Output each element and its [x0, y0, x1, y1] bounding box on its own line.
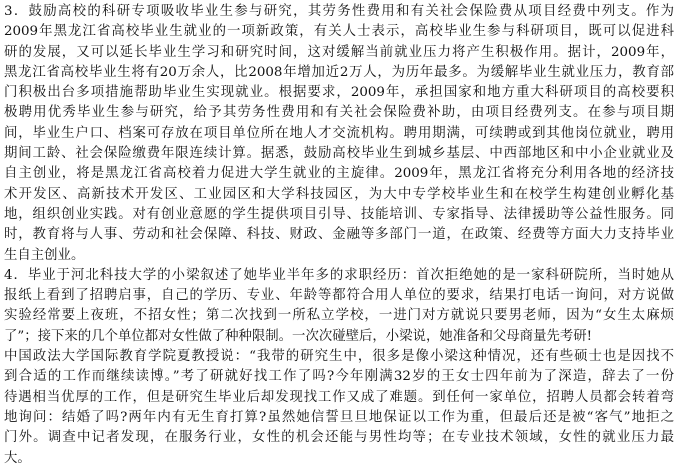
text-line: 极聘用优秀毕业生参与研究，给予其劳务性费用和有关社会保险费补助，由项目经费列支。在参与项目期 — [4, 105, 674, 121]
text-line: 间，毕业生户口、档案可存放在项目单位所在地人才交流机构。聘用期满，可续聘或到其他岗位就业，聘用 — [4, 125, 674, 141]
text-line: 研的发展，又可以延长毕业生学习和研究时间，这对缓解当前就业压力将产生积极作用。据计，2009年， — [4, 44, 674, 60]
text-line: 到合适的工作而继续读博。”考了研就好找工作了吗?今年刚满32岁的王女士四年前为了深造，辞去了一份 — [4, 369, 674, 385]
text-line: 报纸上看到了招聘启事，自己的学历、专业、年龄等都符合用人单位的要求，结果打电话一询问，对方说做 — [4, 288, 674, 304]
paragraph-item-4 — [4, 266, 674, 469]
text-line: 中国政法大学国际教育学院夏教授说：“我带的研究生中，很多是像小梁这种情况，还有些硕士也是因找不 — [4, 349, 674, 365]
text-line: 了”；接下来的几个单位都对女性做了种种限制。一次次碰壁后，小梁说，她准备和父母商量先考研! — [4, 328, 593, 344]
text-line: 2009年黑龙江省高校毕业生就业的一项新政策，有关人士表示，高校毕业生参与科研项目，既可以促进科 — [4, 24, 674, 40]
text-line: 时，教育将与人事、劳动和社会保障、科技、财政、金融等多部门一道，在政策、经费等方面大力支持毕业 — [4, 227, 674, 243]
text-line: 黑龙江省高校毕业生将有20万余人，比2008年增加近2万人，为历年最多。为缓解毕业生就业压力，教育部 — [4, 64, 674, 80]
text-line: 地，组织创业实践。对有创业意愿的学生提供项目引导、技能培训、专家指导、法律援助等公益性服务。同 — [4, 206, 674, 222]
text-line: 术开发区、高新技术开发区、工业园区和大学科技园区，为大中专学校毕业生和在校学生构建创业孵化基 — [4, 186, 674, 202]
text-line: 大。 — [4, 450, 31, 466]
text-line: 自主创业，将是黑龙江省高校着力促进大学生就业的主旋律。2009年，黑龙江省将充分利用各地的经济技 — [4, 166, 674, 182]
text-line: 门外。调查中记者发现，在服务行业，女性的机会还能与男性均等；在专业技术领域，女性的就业压力最 — [4, 430, 674, 446]
paragraph-item-3 — [4, 2, 674, 266]
document-body — [4, 2, 674, 469]
text-line: 4．毕业于河北科技大学的小梁叙述了她毕业半年多的求职经历：首次拒绝她的是一家科研院所，当时她从 — [4, 267, 674, 283]
text-line: 待遇相当优厚的工作，但是研究生毕业后却发现找工作又成了难题。到任何一家单位，招聘人员都会转着弯 — [4, 389, 674, 405]
text-line: 生自主创业。 — [4, 247, 85, 263]
text-line: 实验经常要上夜班，不招女性；第二次找到一所私立学校，一进门对方就说只要男老师，因为“女生太麻烦 — [4, 308, 674, 324]
text-line: 地询问：结婚了吗?两年内有无生育打算?虽然她信誓旦旦地保证以工作为重，但最后还是被“客气”地拒之 — [4, 409, 674, 425]
text-line: 门积极出台多项措施帮助毕业生实现就业。根据要求，2009年，承担国家和地方重大科研项目的高校要积 — [4, 85, 674, 101]
text-line: 期间工龄、社会保险缴费年限连续计算。据悉，鼓励高校毕业生到城乡基层、中西部地区和中小企业就业及 — [4, 146, 674, 162]
text-line: 3．鼓励高校的科研专项吸收毕业生参与研究，其劳务性费用和有关社会保险费从项目经费中列支。作为 — [4, 4, 674, 19]
